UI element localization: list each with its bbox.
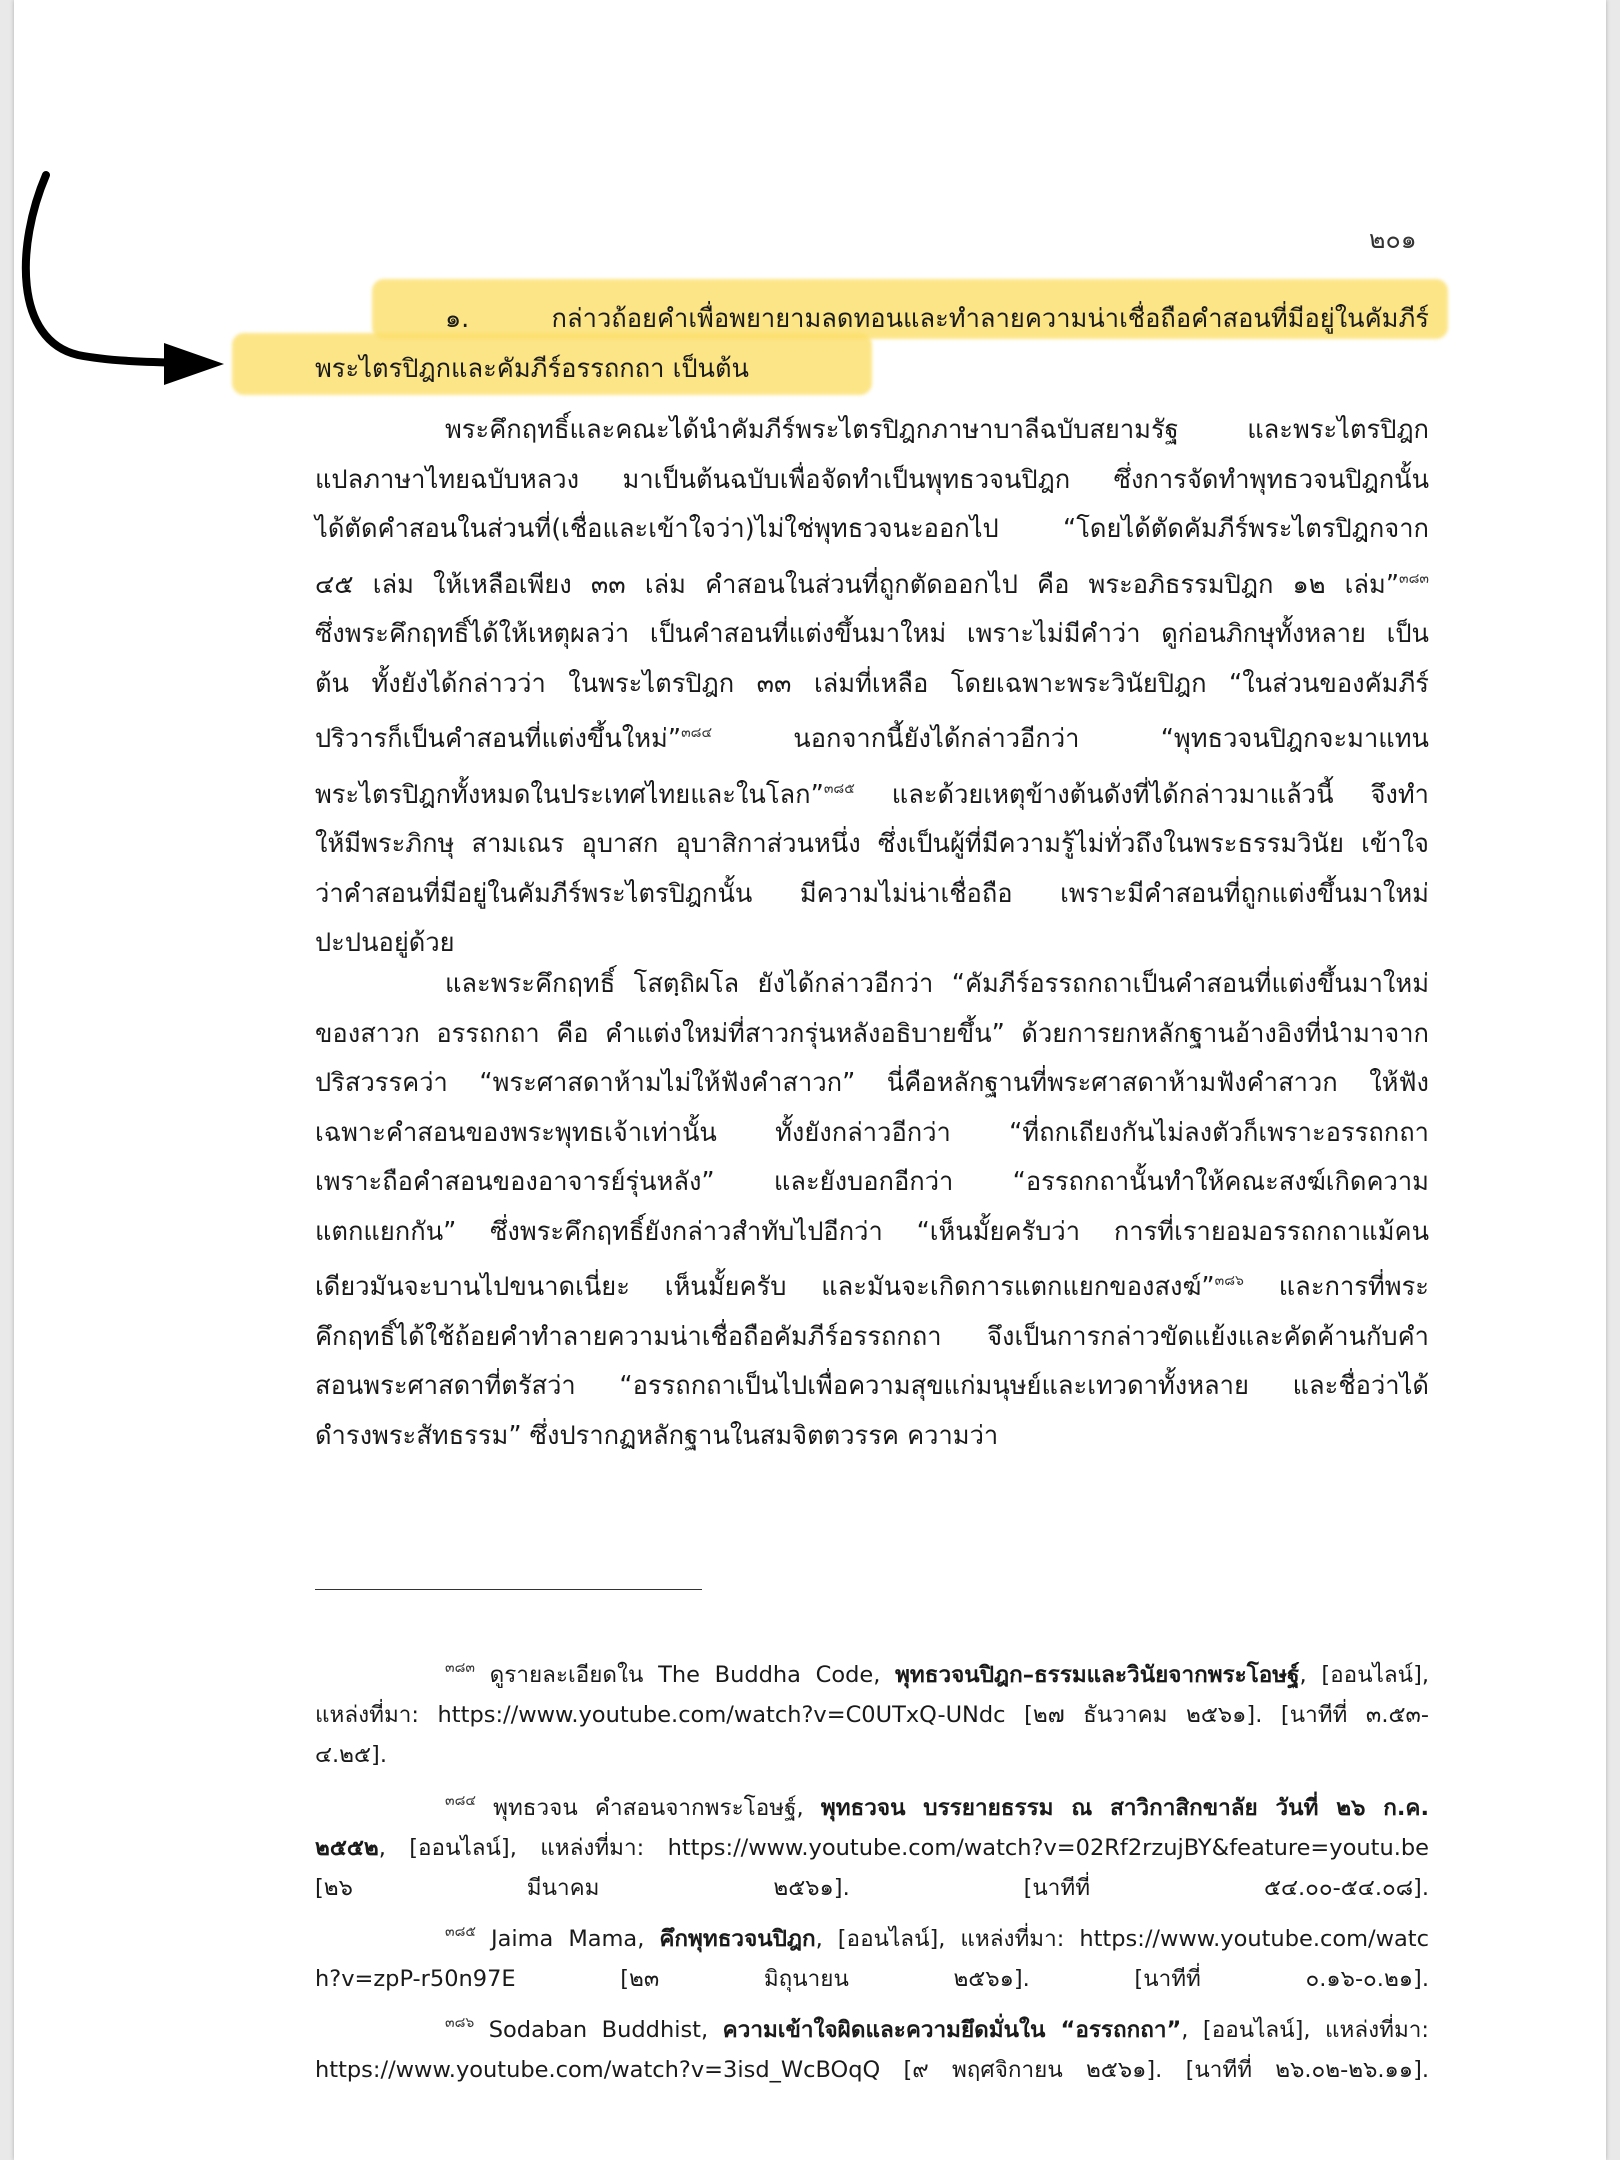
footnote-ref[interactable]: ๓๘๖ [1214,1273,1244,1289]
page-number: ๒๐๑ [1369,225,1417,254]
footnote-385: $^{๓๘๕}$ Jaima Mama, คึกพุทธวจนปิฎก, [ออนไลน์], แหล่งที่มา: https://www.youtube.com/watc [445,1924,1429,1952]
body-line: พระไตรปิฎกทั้งหมดในประเทศไทยและในโลก”$^{๓๘๕}$ และด้วยเหตุข้างต้นดังที่ได้กล่าวมาแล้วนี้ จึงทำ [315,779,1429,810]
footnote-line: [๒๖ มีนาคม ๒๕๖๑]. [นาทีที่ ๕๔.๐๐-๕๔.๐๘]. [315,1875,1429,1901]
body-line: แปลภาษาไทยฉบับหลวง มาเป็นต้นฉบับเพื่อจัดทำเป็นพุทธวจนปิฎก ซึ่งการจัดทำพุทธวจนปิฎกนั้น [315,464,1429,495]
footnotes [315,1648,1429,2090]
footnote-line: ๔.๒๕]. [315,1742,387,1768]
section-heading [315,295,1429,394]
body-line: ได้ตัดคำสอนในส่วนที่(เชื่อและเข้าใจว่า)ไม่ใช่พุทธวจนะออกไป “โดยได้ตัดคัมภีร์พระไตรปิฎกจาก [315,514,1429,544]
body-line: ปริสวรรคว่า “พระศาสดาห้ามไม่ให้ฟังคำสาวก” นี่คือหลักฐานที่พระศาสดาห้ามฟังคำสาวก ให้ฟัง [315,1068,1429,1098]
footnote-line: แหล่งที่มา: https://www.youtube.com/watch?v=C0UTxQ-UNdc [๒๗ ธันวาคม ๒๕๖๑]. [นาทีที่ ๓.๕๓- [315,1702,1429,1728]
body-line: ให้มีพระภิกษุ สามเณร อุบาสก อุบาสิกาส่วนหนึ่ง ซึ่งเป็นผู้ที่มีความรู้ไม่ทั่วถึงในพระธรรมวินัย เข้าใจ [315,829,1429,859]
footnote-ref[interactable]: ๓๘๓ [1399,570,1429,587]
footnote-ref[interactable]: ๓๘๔ [681,725,713,741]
body-line: ต้น ทั้งยังได้กล่าวว่า ในพระไตรปิฎก ๓๓ เล่มที่เหลือ โดยเฉพาะพระวินัยปิฎก “ในส่วนของคัมภีร์ [315,668,1429,699]
heading-line: พระไตรปิฎกและคัมภีร์อรรถกถา เป็นต้น [315,353,749,384]
body-line: ดำรงพระสัทธรรม” ซึ่งปรากฏหลักฐานในสมจิตตวรรค ความว่า [315,1420,999,1451]
body-line: และพระคึกฤทธิ์ โสตฺถิผโล ยังได้กล่าวอีกว่า “คัมภีร์อรรถกถาเป็นคำสอนที่แต่งขึ้นมาใหม่ [445,969,1429,999]
footnote-384: $^{๓๘๔}$ พุทธวจน คำสอนจากพระโอษฐ์, พุทธวจน บรรยายธรรม ณ สาวิกาสิกขาลัย วันที่ ๒๖ ก.ค. [445,1793,1429,1821]
body-line: แตกแยกกัน” ซึ่งพระคึกฤทธิ์ยังกล่าวสำทับไปอีกว่า “เห็นมั้ยครับว่า การที่เรายอมอรรถกถาแม้คน [315,1216,1429,1247]
body-line: เพราะถือคำสอนของอาจารย์รุ่นหลัง” และยังบอกอีกว่า “อรรถกถานั้นทำให้คณะสงฆ์เกิดความ [315,1167,1429,1197]
body-line: ๔๕ เล่ม ให้เหลือเพียง ๓๓ เล่ม คำสอนในส่วนที่ถูกตัดออกไป คือ พระอภิธรรมปิฎก ๑๒ เล่ม”$^{๓๘๓}$ [315,569,1429,600]
body-line: ของสาวก อรรถกถา คือ คำแต่งใหม่ที่สาวกรุ่นหลังอธิบายขึ้น” ด้วยการยกหลักฐานอ้างอิงที่นำมาจาก [315,1018,1429,1049]
footnote-line: h?v=zpP-r50n97E [๒๓ มิถุนายน ๒๕๖๑]. [นาทีที่ ๐.๑๖-๐.๒๑]. [315,1966,1429,1992]
paragraph-1 [315,406,1429,969]
paragraph-2 [315,960,1429,1461]
body-line: ว่าคำสอนที่มีอยู่ในคัมภีร์พระไตรปิฎกนั้น มีความไม่น่าเชื่อถือ เพราะมีคำสอนที่ถูกแต่งขึ้นมาใหม่ [315,878,1429,909]
body-line: พระคึกฤทธิ์และคณะได้นำคัมภีร์พระไตรปิฎกภาษาบาลีฉบับสยามรัฐ และพระไตรปิฎก [445,415,1429,445]
document-page [14,0,1606,2160]
footnote-ref[interactable]: ๓๘๕ [823,780,855,797]
body-line: คึกฤทธิ์ได้ใช้ถ้อยคำทำลายความน่าเชื่อถือคัมภีร์อรรถกถา จึงเป็นการกล่าวขัดแย้งและคัดค้านกับคำ [315,1321,1429,1352]
footnote-divider [315,1589,702,1590]
body-line: ซึ่งพระคึกฤทธิ์ได้ให้เหตุผลว่า เป็นคำสอนที่แต่งขึ้นมาใหม่ เพราะไม่มีคำว่า ดูก่อนภิกษุทั้งหลาย เป็น [315,619,1429,649]
footnote-386: $^{๓๘๖}$ Sodaban Buddhist, ความเข้าใจผิดและความยึดมั่นใน “อรรถกถา”, [ออนไลน์], แหล่งที่มา: [445,2015,1430,2043]
heading-line: ๑. กล่าวถ้อยคำเพื่อพยายามลดทอนและทำลายความน่าเชื่อถือคำสอนที่มีอยู่ในคัมภีร์ [445,304,1429,334]
body-line: ปะปนอยู่ด้วย [315,928,455,958]
body-line: ปริวารก็เป็นคำสอนที่แต่งขึ้นใหม่”$^{๓๘๔}$ นอกจากนี้ยังได้กล่าวอีกว่า “พุทธวจนปิฎกจะมาแทน [315,724,1429,754]
body-line: เดียวมันจะบานไปขนาดเนี่ยะ เห็นมั้ยครับ และมันจะเกิดการแตกแยกของสงฆ์”$^{๓๘๖}$ และการที่พระ [315,1272,1429,1302]
footnote-line: https://www.youtube.com/watch?v=3isd_WcBOqQ [๙ พฤศจิกายน ๒๕๖๑]. [นาทีที่ ๒๖.๐๒-๒๖.๑๑]. [315,2057,1429,2083]
arrow-annotation-icon [14,0,254,420]
footnote-383: $^{๓๘๓}$ ดูรายละเอียดใน The Buddha Code, พุทธวจนปิฎก–ธรรมและวินัยจากพระโอษฐ์, [ออนไลน์], [445,1660,1429,1688]
footnote-line: ๒๕๕๒, [ออนไลน์], แหล่งที่มา: https://www.youtube.com/watch?v=02Rf2rzujBY&feature=youtu.be [315,1835,1429,1861]
body-line: เฉพาะคำสอนของพระพุทธเจ้าเท่านั้น ทั้งยังกล่าวอีกว่า “ที่ถกเถียงกันไม่ลงตัวก็เพราะอรรถกถา [315,1117,1429,1148]
body-line: สอนพระศาสดาที่ตรัสว่า “อรรถกถาเป็นไปเพื่อความสุขแก่มนุษย์และเทวดาทั้งหลาย และชื่อว่าได้ [315,1371,1429,1401]
